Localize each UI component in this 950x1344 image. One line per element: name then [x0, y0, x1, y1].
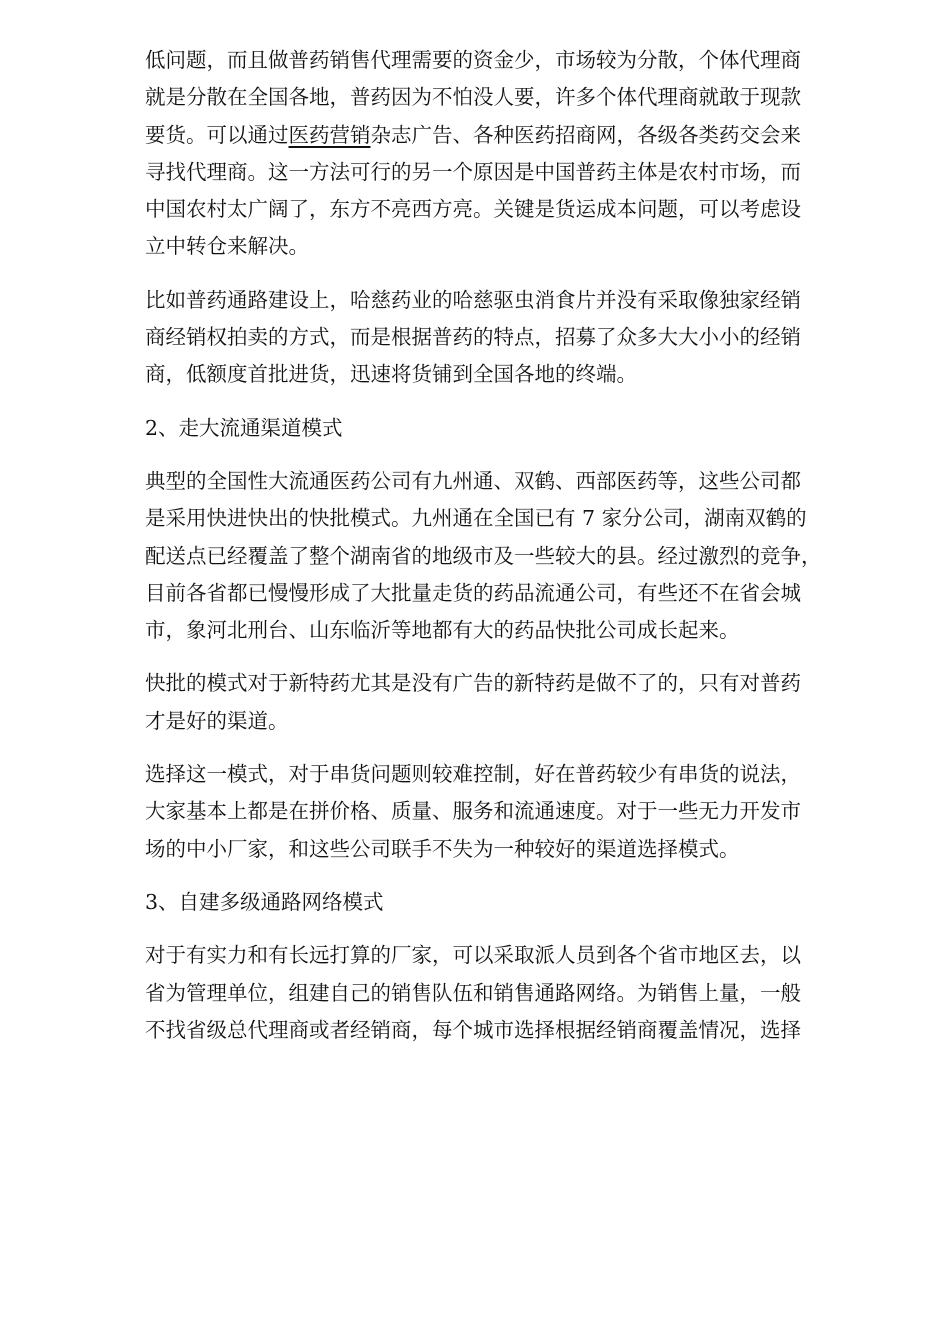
text-line: 寻找代理商。这一方法可行的另一个原因是中国普药主体是农村市场，而 — [145, 159, 801, 184]
text-segment: 杂志广告、各种医药招商网，各级各类药交会来 — [370, 122, 801, 147]
text-line: 比如普药通路建设上，哈慈药业的哈慈驱虫消食片并没有采取像独家经销 — [145, 287, 801, 312]
text-line: 才是好的渠道。 — [145, 708, 289, 733]
text-segment: 要货。可以通过 — [145, 122, 289, 147]
text-line: 就是分散在全国各地，普药因为不怕没人要，许多个体代理商就敢于现款 — [145, 85, 801, 110]
section-heading-3 — [145, 884, 885, 921]
text-line: 市，象河北刑台、山东临沂等地都有大的药品快批公司成长起来。 — [145, 618, 740, 643]
text-line — [145, 117, 885, 154]
text-line: 中国农村太广阔了，东方不亮西方亮。关键是货运成本问题，可以考虑设 — [145, 197, 801, 222]
paragraph-5 — [145, 756, 885, 868]
paragraph-1 — [145, 42, 885, 266]
pharma-marketing-link[interactable]: 医药营销 — [288, 122, 371, 147]
text-line: 快批的模式对于新特药尤其是没有广告的新特药是做不了的，只有对普药 — [145, 671, 801, 696]
text-line: 不找省级总代理商或者经销商，每个城市选择根据经销商覆盖情况，选择 — [145, 1017, 801, 1042]
paragraph-3 — [145, 463, 885, 649]
text-line: 低问题，而且做普药销售代理需要的资金少，市场较为分散，个体代理商 — [145, 48, 801, 72]
text-line: 场的中小厂家，和这些公司联手不失为一种较好的渠道选择模式。 — [145, 836, 740, 861]
section-heading-2 — [145, 410, 885, 447]
paragraph-4 — [145, 665, 885, 740]
heading-text: 2、走大流通渠道模式 — [145, 415, 343, 440]
paragraph-2 — [145, 282, 885, 394]
text-line: 省为管理单位，组建自己的销售队伍和销售通路网络。为销售上量，一般 — [145, 980, 801, 1005]
heading-text: 3、自建多级通路网络模式 — [145, 889, 384, 914]
text-line: 选择这一模式，对于串货问题则较难控制，好在普药较少有串货的说法， — [145, 762, 801, 787]
text-line: 配送点已经覆盖了整个湖南省的地级市及一些较大的县。经过激烈的竞争， — [145, 543, 822, 568]
text-line: 对于有实力和有长远打算的厂家，可以采取派人员到各个省市地区去，以 — [145, 943, 801, 968]
text-line: 典型的全国性大流通医药公司有九州通、双鹤、西部医药等，这些公司都 — [145, 468, 801, 493]
text-line: 商，低额度首批进货，迅速将货铺到全国各地的终端。 — [145, 362, 637, 387]
text-line: 是采用快进快出的快批模式。九州通在全国已有 7 家分公司，湖南双鹤的 — [145, 506, 807, 531]
text-line: 立中转仓来解决。 — [145, 234, 309, 259]
text-line: 大家基本上都是在拼价格、质量、服务和流通速度。对于一些无力开发市 — [145, 799, 801, 824]
paragraph-6 — [145, 937, 885, 1049]
text-line: 商经销权拍卖的方式，而是根据普药的特点，招募了众多大大小小的经销 — [145, 325, 801, 350]
text-line: 目前各省都已慢慢形成了大批量走货的药品流通公司，有些还不在省会城 — [145, 580, 801, 605]
document-page — [145, 42, 885, 1065]
